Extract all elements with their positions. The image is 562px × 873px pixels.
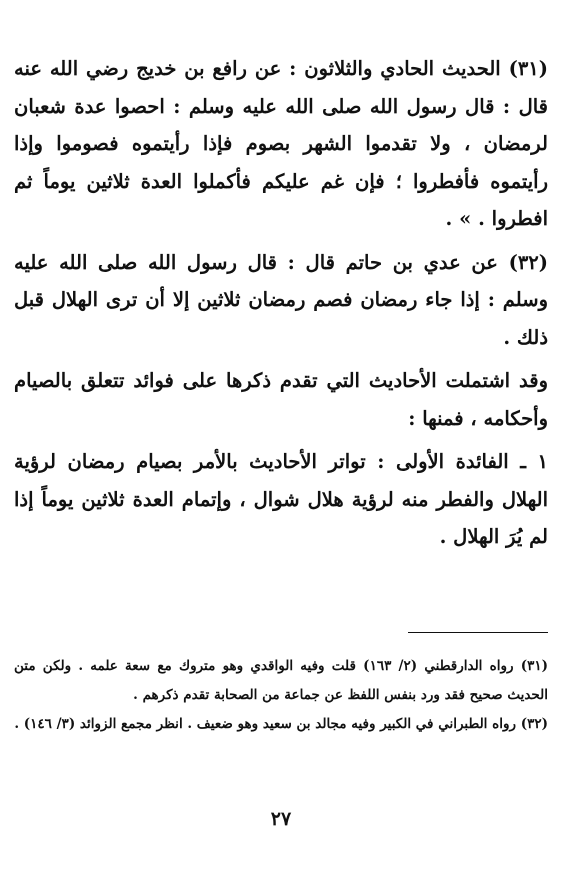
footnote-32: (٣٢) رواه الطبراني في الكبير وفيه مجالد بن سعيد وهو ضعيف . انظر مجمع الزوائد (٣/ ١٤٦) . [14, 716, 548, 732]
hadith-31-paragraph: (٣١) الحديث الحادي والثلاثون : عن رافع بن خديج رضي الله عنه قال : قال رسول الله صلى الله عليه وسلم : احصوا عدة شعبان لرمضان ، ولا تقدموا الشهر بصوم فإذا رأيتموه فصوموا وإذا رأيتموه فأفطروا ؛ فإن غم عليكم فأكملوا العدة ثلاثين يوماً ثم افطروا . » . [14, 57, 548, 230]
main-text [14, 50, 548, 556]
footnote-31: (٣١) رواه الدارقطني (٢/ ١٦٣) قلت وفيه الواقدي وهو متروك مع سعة علمه . ولكن متن الحديث صحيح فقد ورد بنفس اللفظ عن جماعة من الصحابة تقدم ذكرهم . [14, 658, 549, 703]
footnotes [14, 652, 548, 739]
hadith-32-paragraph: (٣٢) عن عدي بن حاتم قال : قال رسول الله صلى الله عليه وسلم : إذا جاء رمضان فصم رمضان ثلاثين إلا أن ترى الهلال قبل ذلك . [14, 250, 548, 349]
page-number: ٢٧ [270, 808, 292, 830]
benefits-intro-paragraph: وقد اشتملت الأحاديث التي تقدم ذكرها على فوائد تتعلق بالصيام وأحكامه ، فمنها : [14, 369, 548, 430]
first-benefit-paragraph: ١ ـ الفائدة الأولى : تواتر الأحاديث بالأمر بصيام رمضان لرؤية الهلال والفطر منه لرؤية هلال شوال ، وإتمام العدة ثلاثين يوماً إذا لم يُرَ الهلال . [14, 450, 548, 548]
footnote-separator [408, 632, 548, 633]
